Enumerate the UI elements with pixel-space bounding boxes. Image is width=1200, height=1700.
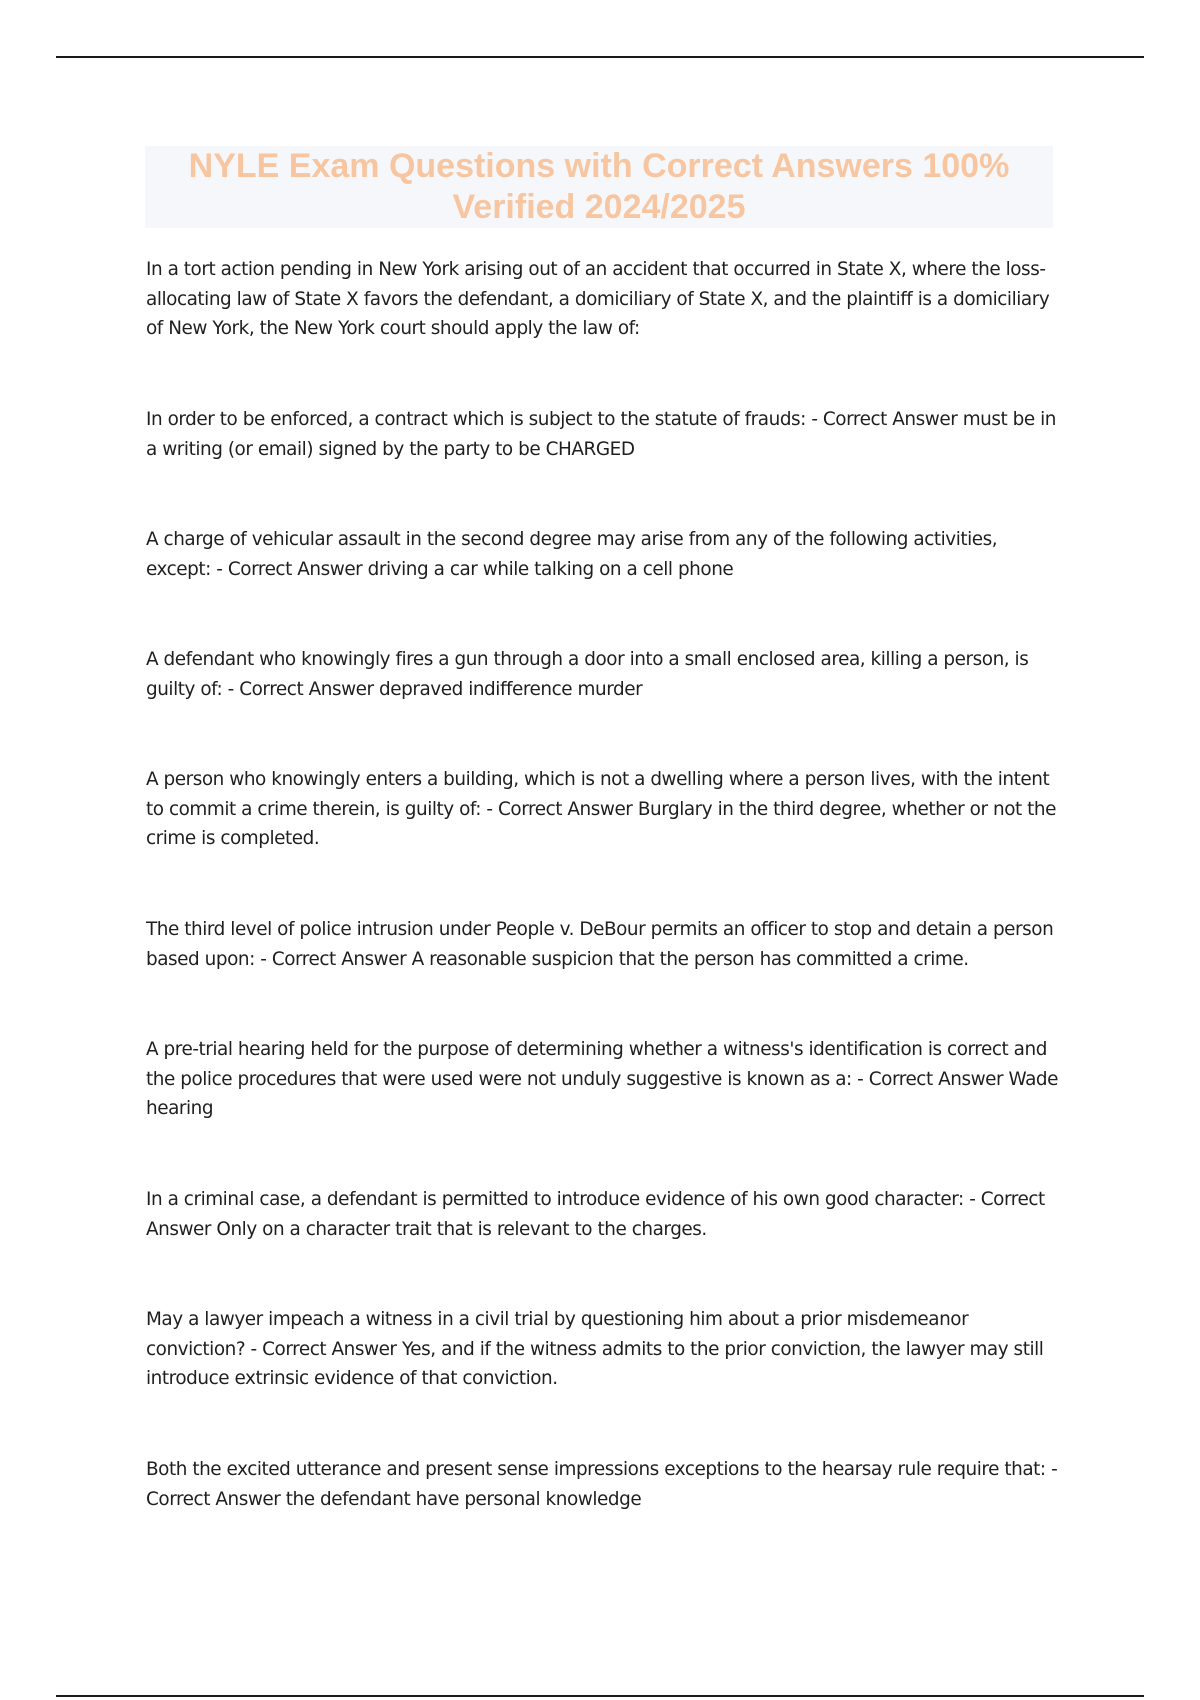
question-item: In order to be enforced, a contract which is subject to the statute of frauds: - Correct Answer must be in a writing (or email) signed by the party to be CHARGED <box>146 409 1057 460</box>
question-item: May a lawyer impeach a witness in a civil trial by questioning him about a prior misdemeanor conviction? - Correct Answer Yes, and if the witness admits to the prior conviction, the lawyer may still introduce extrinsic evidence of that conviction. <box>146 1309 1044 1389</box>
question-item: In a tort action pending in New York arising out of an accident that occurred in State X, where the loss-allocating law of State X favors the defendant, a domiciliary of State X, and the plaintiff is a domiciliary of New York, the New York court should apply the law of: <box>146 259 1050 339</box>
document-title: NYLE Exam Questions with Correct Answers 100% Verified 2024/2025 <box>188 147 1010 226</box>
question-item: A defendant who knowingly fires a gun through a door into a small enclosed area, killing a person, is guilty of: - Correct Answer depraved indifference murder <box>146 649 1029 700</box>
top-rule <box>56 56 1144 58</box>
question-item: The third level of police intrusion under People v. DeBour permits an officer to stop and detain a person based upon: - Correct Answer A reasonable suspicion that the person has committed a crime. <box>146 919 1054 970</box>
question-item: A person who knowingly enters a building, which is not a dwelling where a person lives, with the intent to commit a crime therein, is guilty of: - Correct Answer Burglary in the third degree, whether or not the crime is completed. <box>146 769 1056 849</box>
bottom-rule <box>56 1695 1144 1697</box>
title-box <box>145 146 1053 228</box>
question-item: A pre-trial hearing held for the purpose of determining whether a witness's identification is correct and the police procedures that were used were not unduly suggestive is known as a: - Correct Answer Wade hearing <box>146 1039 1059 1119</box>
question-item: A charge of vehicular assault in the second degree may arise from any of the following activities, except: - Correct Answer driving a car while talking on a cell phone <box>146 529 998 580</box>
question-item: Both the excited utterance and present sense impressions exceptions to the hearsay rule require that: - Correct Answer the defendant have personal knowledge <box>146 1459 1058 1510</box>
question-item: In a criminal case, a defendant is permitted to introduce evidence of his own good character: - Correct Answer Only on a character trait that is relevant to the charges. <box>146 1189 1045 1240</box>
